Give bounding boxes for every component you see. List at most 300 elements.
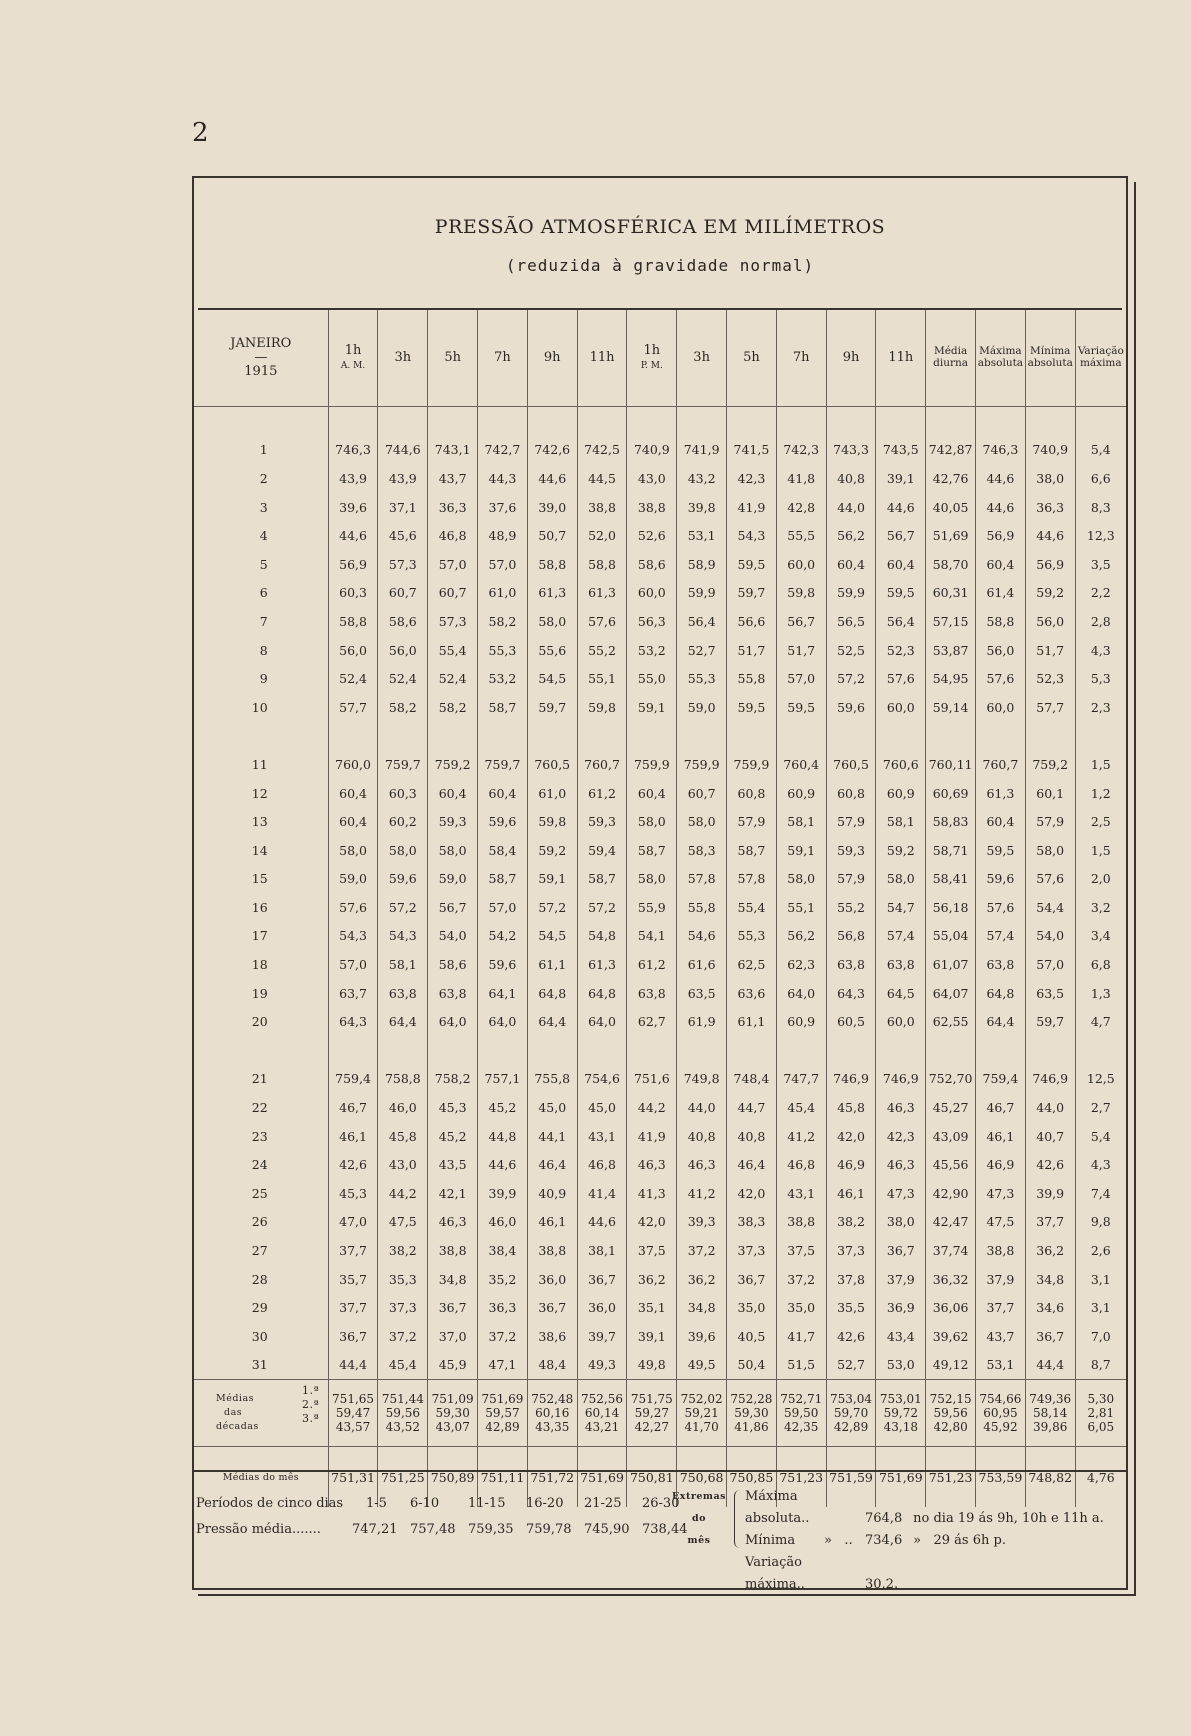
decade-mark: 2.ª xyxy=(302,1398,320,1412)
table-cell: 37,9 xyxy=(876,1265,926,1294)
table-cell: 44,6 xyxy=(478,1150,528,1179)
table-cell xyxy=(428,1036,478,1065)
table-cell: 58,0 xyxy=(428,836,478,865)
table-cell: 4,3 xyxy=(1075,1150,1126,1179)
table-cell: 36,7 xyxy=(577,1265,627,1294)
table-cell: 62,3 xyxy=(776,950,826,979)
table-row xyxy=(194,493,1126,522)
table-cell xyxy=(378,407,428,436)
table-cell: 60,4 xyxy=(976,807,1026,836)
table-cell: 746,3 xyxy=(976,436,1026,465)
table-cell: 54,6 xyxy=(677,922,727,951)
table-cell: 59,5 xyxy=(727,693,777,722)
decade-means-cell xyxy=(328,1380,378,1447)
decade-mean-value: 43,21 xyxy=(584,1420,620,1435)
page-number: 2 xyxy=(192,118,209,148)
period-value: 11-15 xyxy=(468,1496,506,1511)
table-cell: 37,7 xyxy=(976,1293,1026,1322)
table-cell xyxy=(1075,1036,1126,1065)
decade-means-cell xyxy=(378,1380,428,1447)
day-number: 9 xyxy=(259,671,268,687)
table-cell: 56,7 xyxy=(876,521,926,550)
table-cell: 60,0 xyxy=(627,579,677,608)
table-cell: 60,7 xyxy=(677,779,727,808)
decade-mean-value: 42,35 xyxy=(784,1420,819,1435)
table-cell: 35,7 xyxy=(328,1265,378,1294)
table-cell: 57,0 xyxy=(1025,950,1075,979)
table-cell: 35,0 xyxy=(776,1293,826,1322)
table-cell: 59,5 xyxy=(776,693,826,722)
decade-mean-value: 752,02 xyxy=(680,1392,723,1407)
table-cell: 56,2 xyxy=(826,521,876,550)
table-cell: 760,6 xyxy=(876,750,926,779)
table-frame xyxy=(192,176,1128,1590)
table-cell: 742,3 xyxy=(776,436,826,465)
decade-means-cell xyxy=(1075,1380,1126,1447)
table-cell: 742,6 xyxy=(527,436,577,465)
table-cell: 46,3 xyxy=(627,1150,677,1179)
table-cell: 60,0 xyxy=(976,693,1026,722)
hour-header xyxy=(378,310,428,407)
table-cell: 4,7 xyxy=(1075,1007,1126,1036)
month-mean-value: 751,69 xyxy=(876,1447,926,1508)
decade-mean-value: 60,95 xyxy=(983,1406,1018,1421)
table-cell: 3,1 xyxy=(1075,1293,1126,1322)
table-cell: 48,4 xyxy=(527,1351,577,1380)
table-cell: 42,3 xyxy=(876,1122,926,1151)
table-cell: 45,2 xyxy=(428,1122,478,1151)
table-cell: 5,4 xyxy=(1075,1122,1126,1151)
table-cell: 46,3 xyxy=(876,1150,926,1179)
decade-mean-value: 752,48 xyxy=(531,1392,574,1407)
table-cell: 63,7 xyxy=(328,979,378,1008)
decade-mean-value: 60,16 xyxy=(535,1406,570,1421)
table-cell: 35,2 xyxy=(478,1265,528,1294)
day-number: 5 xyxy=(259,556,268,572)
table-cell xyxy=(194,722,328,751)
table-cell: 3,5 xyxy=(1075,550,1126,579)
extremes-label-line: do xyxy=(692,1513,706,1524)
pressure-row xyxy=(196,1522,700,1548)
table-cell xyxy=(1075,722,1126,751)
hour-header xyxy=(727,310,777,407)
table-row xyxy=(194,579,1126,608)
table-cell: 46,9 xyxy=(976,1150,1026,1179)
table-cell: 62,5 xyxy=(727,950,777,979)
decade-mean-value: 2,81 xyxy=(1087,1406,1115,1421)
table-cell xyxy=(876,1036,926,1065)
table-cell: 42,47 xyxy=(926,1208,976,1237)
table-cell: 55,1 xyxy=(577,664,627,693)
table-row xyxy=(194,922,1126,951)
table-cell: 59,1 xyxy=(527,865,577,894)
table-cell: 60,0 xyxy=(776,550,826,579)
table-row xyxy=(194,865,1126,894)
pressure-table xyxy=(194,310,1126,1507)
table-cell: 59,0 xyxy=(428,865,478,894)
table-cell: 55,4 xyxy=(428,636,478,665)
table-cell: 7,0 xyxy=(1075,1322,1126,1351)
table-cell: 37,5 xyxy=(627,1236,677,1265)
table-cell: 41,3 xyxy=(627,1179,677,1208)
table-cell: 60,2 xyxy=(378,807,428,836)
period-value: 16-20 xyxy=(526,1496,564,1511)
table-cell: 42,6 xyxy=(1025,1150,1075,1179)
table-cell: 740,9 xyxy=(1025,436,1075,465)
extremes-block xyxy=(664,1486,1104,1596)
table-cell: 64,0 xyxy=(478,1007,528,1036)
table-cell: 58,7 xyxy=(478,693,528,722)
table-cell: 57,9 xyxy=(826,807,876,836)
day-number: 17 xyxy=(251,928,268,944)
table-cell: 46,1 xyxy=(328,1122,378,1151)
table-cell xyxy=(677,1036,727,1065)
table-cell: 34,8 xyxy=(428,1265,478,1294)
extreme-min-row xyxy=(745,1530,1104,1552)
table-cell: 43,5 xyxy=(428,1150,478,1179)
month-mean-value: 750,81 xyxy=(627,1447,677,1508)
table-cell: 37,8 xyxy=(826,1265,876,1294)
table-cell: 57,4 xyxy=(876,922,926,951)
table-cell: 63,8 xyxy=(876,950,926,979)
table-cell: 5,3 xyxy=(1075,664,1126,693)
decade-mean-value: 751,65 xyxy=(332,1392,375,1407)
table-cell xyxy=(478,407,528,436)
table-cell: 57,4 xyxy=(976,922,1026,951)
day-number: 24 xyxy=(251,1157,268,1173)
table-cell: 46,3 xyxy=(428,1208,478,1237)
table-cell xyxy=(527,407,577,436)
decade-mean-value: 41,70 xyxy=(684,1420,719,1435)
table-cell: 36,7 xyxy=(876,1236,926,1265)
table-cell: 40,9 xyxy=(527,1179,577,1208)
table-cell: 58,0 xyxy=(627,865,677,894)
table-cell: 58,4 xyxy=(478,836,528,865)
table-cell: 55,2 xyxy=(826,893,876,922)
decade-means-row xyxy=(194,1380,1126,1447)
table-cell: 59,6 xyxy=(478,807,528,836)
table-cell: 59,6 xyxy=(478,950,528,979)
table-cell: 58,7 xyxy=(478,865,528,894)
table-cell: 760,7 xyxy=(976,750,1026,779)
table-cell: 57,8 xyxy=(677,865,727,894)
table-cell: 746,9 xyxy=(876,1065,926,1094)
table-cell: 58,0 xyxy=(1025,836,1075,865)
day-number: 26 xyxy=(251,1214,268,1230)
table-cell: 34,8 xyxy=(1025,1265,1075,1294)
table-cell: 43,9 xyxy=(378,464,428,493)
hour-label: 5h xyxy=(444,349,461,365)
table-cell: 47,3 xyxy=(876,1179,926,1208)
table-cell: 37,6 xyxy=(478,493,528,522)
month-name: JANEIRO xyxy=(230,335,292,351)
table-cell xyxy=(527,722,577,751)
month-means-label: Médias do mês xyxy=(194,1447,328,1508)
table-row xyxy=(194,1293,1126,1322)
table-cell: 43,0 xyxy=(378,1150,428,1179)
table-cell: 36,2 xyxy=(1025,1236,1075,1265)
table-cell: 45,8 xyxy=(826,1093,876,1122)
table-cell: 58,1 xyxy=(876,807,926,836)
table-row xyxy=(194,779,1126,808)
decade-mean-value: 43,57 xyxy=(335,1420,371,1435)
table-cell: 44,4 xyxy=(328,1351,378,1380)
table-cell xyxy=(328,1036,378,1065)
table-cell: 1,2 xyxy=(1075,779,1126,808)
table-cell: 37,2 xyxy=(776,1265,826,1294)
decade-mean-value: 5,30 xyxy=(1087,1392,1115,1407)
table-cell: 37,2 xyxy=(478,1322,528,1351)
table-cell: 760,5 xyxy=(826,750,876,779)
table-cell: 759,7 xyxy=(478,750,528,779)
table-cell: 46,1 xyxy=(527,1208,577,1237)
day-number: 29 xyxy=(251,1300,268,1316)
table-cell: 38,8 xyxy=(776,1208,826,1237)
decade-mean-value: 753,01 xyxy=(879,1392,922,1407)
am-label: A. M. xyxy=(340,361,366,372)
pm-label: P. M. xyxy=(640,361,663,372)
table-cell: 60,4 xyxy=(976,550,1026,579)
decade-means-cell xyxy=(428,1380,478,1447)
table-cell: 39,3 xyxy=(677,1208,727,1237)
table-cell: 36,32 xyxy=(926,1265,976,1294)
extremes-label xyxy=(664,1486,734,1596)
decade-mean-value: 42,80 xyxy=(933,1420,968,1435)
table-cell: 63,6 xyxy=(727,979,777,1008)
table-cell: 742,5 xyxy=(577,436,627,465)
table-cell: 55,3 xyxy=(727,922,777,951)
table-cell: 60,7 xyxy=(428,579,478,608)
table-cell: 755,8 xyxy=(527,1065,577,1094)
extremes-label-line: Extremas xyxy=(672,1491,726,1502)
table-cell: 57,6 xyxy=(1025,865,1075,894)
decade-mean-value: 751,75 xyxy=(630,1392,673,1407)
table-cell: 58,0 xyxy=(776,865,826,894)
table-cell: 43,0 xyxy=(627,464,677,493)
table-cell: 757,1 xyxy=(478,1065,528,1094)
decade-mean-value: 59,30 xyxy=(435,1406,470,1421)
table-cell: 760,7 xyxy=(577,750,627,779)
table-cell xyxy=(527,1036,577,1065)
table-cell: 741,9 xyxy=(677,436,727,465)
pressure-value: 745,90 xyxy=(584,1522,630,1537)
decade-means-cell xyxy=(1025,1380,1075,1447)
table-cell xyxy=(677,722,727,751)
table-cell: 58,2 xyxy=(478,607,528,636)
hour-header xyxy=(478,310,528,407)
hour-label: 3h xyxy=(394,349,412,365)
table-cell: 60,4 xyxy=(328,807,378,836)
decade-means-cell xyxy=(876,1380,926,1447)
table-cell: 64,3 xyxy=(328,1007,378,1036)
pressure-value: 757,48 xyxy=(410,1522,456,1537)
decade-mean-value: 752,15 xyxy=(929,1392,972,1407)
spacer-row xyxy=(194,722,1126,751)
decade-mean-value: 42,27 xyxy=(634,1420,670,1435)
table-cell: 39,7 xyxy=(577,1322,627,1351)
table-cell: 57,15 xyxy=(926,607,976,636)
table-cell: 44,2 xyxy=(378,1179,428,1208)
table-cell: 54,0 xyxy=(428,922,478,951)
table-cell: 36,9 xyxy=(876,1293,926,1322)
table-cell: 59,9 xyxy=(826,579,876,608)
table-cell: 58,2 xyxy=(378,693,428,722)
table-cell: 740,9 xyxy=(627,436,677,465)
table-cell: 751,6 xyxy=(627,1065,677,1094)
decade-mean-value: 59,56 xyxy=(933,1406,968,1421)
decade-means-cell xyxy=(677,1380,727,1447)
table-cell: 2,7 xyxy=(1075,1093,1126,1122)
table-row xyxy=(194,464,1126,493)
table-cell: 37,1 xyxy=(378,493,428,522)
day-number: 31 xyxy=(251,1357,268,1373)
decade-means-cell xyxy=(627,1380,677,1447)
table-cell: 38,8 xyxy=(577,493,627,522)
table-cell: 63,8 xyxy=(378,979,428,1008)
table-cell: 50,4 xyxy=(727,1351,777,1380)
pressure-value: 738,44 xyxy=(642,1522,688,1537)
table-cell: 60,9 xyxy=(876,779,926,808)
table-cell: 57,0 xyxy=(428,550,478,579)
table-cell: 57,2 xyxy=(378,893,428,922)
hour-label: 5h xyxy=(743,349,760,365)
table-row xyxy=(194,664,1126,693)
table-cell: 55,1 xyxy=(776,893,826,922)
day-number: 1 xyxy=(259,442,268,458)
table-body xyxy=(194,407,1126,1508)
table-cell: 39,6 xyxy=(328,493,378,522)
table-cell: 60,31 xyxy=(926,579,976,608)
header-row xyxy=(194,310,1126,407)
hour-header xyxy=(677,310,727,407)
table-cell: 55,04 xyxy=(926,922,976,951)
table-cell: 57,2 xyxy=(577,893,627,922)
table-cell: 37,7 xyxy=(1025,1208,1075,1237)
table-cell: 51,7 xyxy=(727,636,777,665)
table-cell: 45,3 xyxy=(428,1093,478,1122)
table-cell: 52,4 xyxy=(428,664,478,693)
table-cell: 58,9 xyxy=(677,550,727,579)
table-cell: 42,76 xyxy=(926,464,976,493)
periods-block xyxy=(196,1496,700,1548)
table-cell: 64,0 xyxy=(776,979,826,1008)
table-cell: 3,2 xyxy=(1075,893,1126,922)
table-cell: 53,2 xyxy=(478,664,528,693)
hour-header xyxy=(776,310,826,407)
extreme-note: » 29 ás 6h p. xyxy=(913,1533,1006,1548)
period-value: 1-5 xyxy=(366,1496,387,1511)
day-number: 6 xyxy=(259,585,268,601)
table-cell: 61,3 xyxy=(527,579,577,608)
hour-label: 11h xyxy=(589,349,615,365)
table-cell: 57,9 xyxy=(826,865,876,894)
table-cell: 44,1 xyxy=(527,1122,577,1151)
hour-header xyxy=(627,310,677,407)
table-cell: 57,6 xyxy=(328,893,378,922)
table-cell: 37,3 xyxy=(826,1236,876,1265)
month-mean-value: 751,25 xyxy=(378,1447,428,1508)
table-cell: 61,0 xyxy=(478,579,528,608)
table-cell: 41,8 xyxy=(776,464,826,493)
table-cell: 55,5 xyxy=(776,521,826,550)
table-cell: 61,1 xyxy=(727,1007,777,1036)
decade-mean-value: 60,14 xyxy=(584,1406,620,1421)
table-cell: 63,5 xyxy=(1025,979,1075,1008)
table-cell: 36,0 xyxy=(527,1265,577,1294)
table-cell: 57,7 xyxy=(328,693,378,722)
table-cell: 758,2 xyxy=(428,1065,478,1094)
table-cell: 61,3 xyxy=(577,579,627,608)
table-cell: 49,12 xyxy=(926,1351,976,1380)
table-cell: 61,4 xyxy=(976,579,1026,608)
table-cell xyxy=(727,407,777,436)
decade-means-cell xyxy=(577,1380,627,1447)
footer xyxy=(194,1470,1126,1590)
table-cell: 54,1 xyxy=(627,922,677,951)
table-cell: 759,7 xyxy=(378,750,428,779)
table-cell: 44,0 xyxy=(826,493,876,522)
table-cell: 5,4 xyxy=(1075,436,1126,465)
decade-mean-value: 43,07 xyxy=(435,1420,470,1435)
table-cell: 59,7 xyxy=(527,693,577,722)
table-cell: 57,9 xyxy=(1025,807,1075,836)
hour-header xyxy=(876,310,926,407)
day-number: 15 xyxy=(251,871,268,887)
day-number: 27 xyxy=(251,1243,268,1259)
table-cell: 43,1 xyxy=(776,1179,826,1208)
month-header xyxy=(194,310,328,407)
table-cell: 57,0 xyxy=(478,893,528,922)
table-cell: 57,3 xyxy=(428,607,478,636)
table-cell: 41,2 xyxy=(677,1179,727,1208)
decade-mean-value: 43,52 xyxy=(385,1420,421,1435)
table-row xyxy=(194,836,1126,865)
table-cell: 38,3 xyxy=(727,1208,777,1237)
table-cell: 36,7 xyxy=(328,1322,378,1351)
table-cell: 37,3 xyxy=(378,1293,428,1322)
table-cell: 58,1 xyxy=(776,807,826,836)
table-cell: 44,5 xyxy=(577,464,627,493)
table-row xyxy=(194,750,1126,779)
table-cell: 40,8 xyxy=(826,464,876,493)
table-cell: 41,9 xyxy=(727,493,777,522)
table-cell: 56,0 xyxy=(976,636,1026,665)
table-cell: 50,7 xyxy=(527,521,577,550)
decade-mean-value: 752,71 xyxy=(780,1392,823,1407)
month-mean-value: 4,76 xyxy=(1075,1447,1126,1508)
table-cell: 744,6 xyxy=(378,436,428,465)
table-cell: 58,8 xyxy=(328,607,378,636)
table-cell: 52,0 xyxy=(577,521,627,550)
table-cell: 41,9 xyxy=(627,1122,677,1151)
extremes-label-line: mês xyxy=(687,1535,711,1546)
day-number: 28 xyxy=(251,1271,268,1287)
table-cell: 54,5 xyxy=(527,664,577,693)
table-cell xyxy=(826,407,876,436)
table-cell: 56,0 xyxy=(328,636,378,665)
table-cell: 55,9 xyxy=(627,893,677,922)
table-cell: 61,0 xyxy=(527,779,577,808)
table-cell: 64,4 xyxy=(527,1007,577,1036)
table-cell: 56,3 xyxy=(627,607,677,636)
table-cell: 64,4 xyxy=(976,1007,1026,1036)
table-cell: 53,2 xyxy=(627,636,677,665)
table-cell: 61,07 xyxy=(926,950,976,979)
day-number: 23 xyxy=(251,1128,268,1144)
table-cell: 60,8 xyxy=(826,779,876,808)
table-cell: 55,3 xyxy=(478,636,528,665)
table-cell xyxy=(478,722,528,751)
